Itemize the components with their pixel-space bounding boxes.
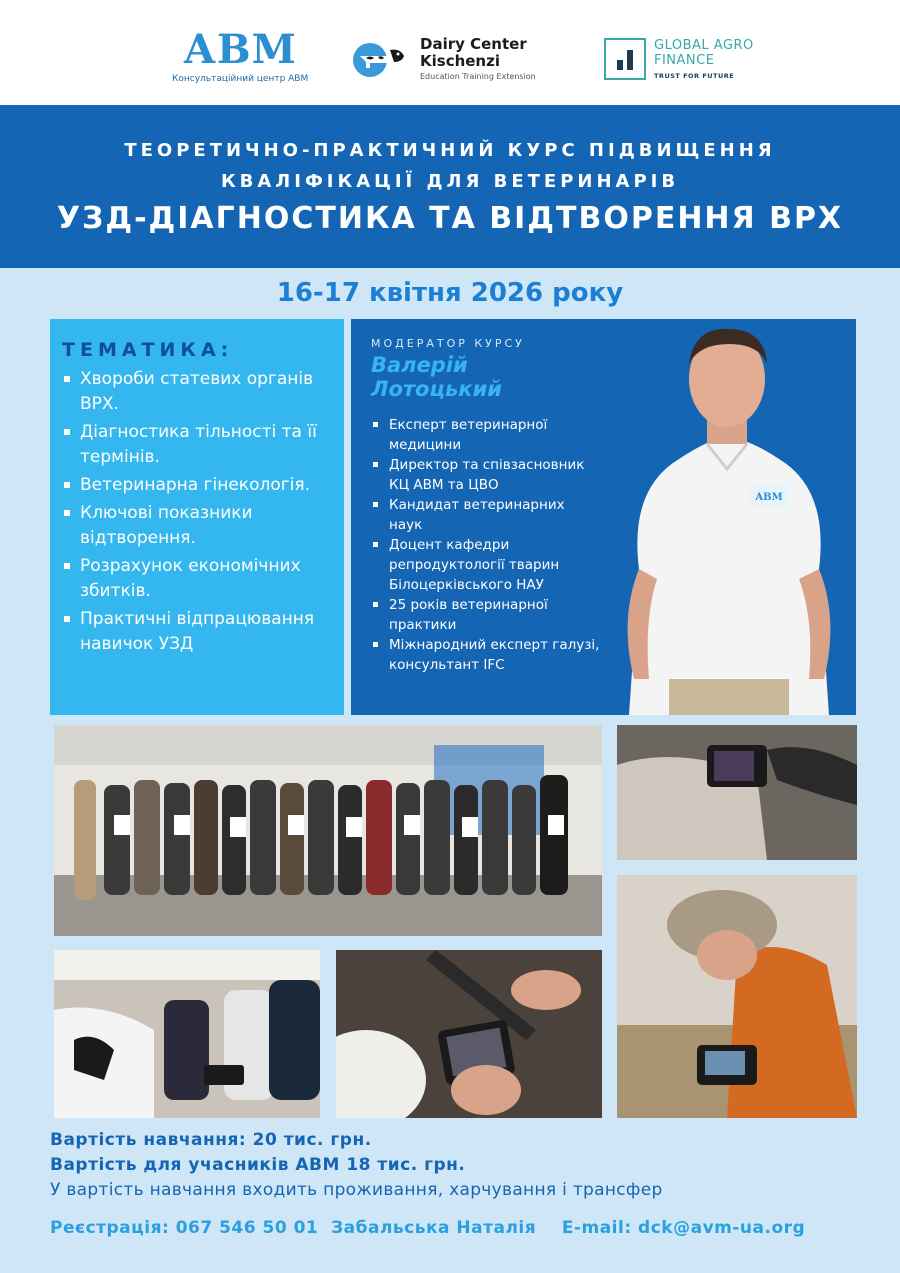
avm-logo — [172, 28, 308, 84]
topic-item: Практичні відпрацювання навичок УЗД — [62, 607, 332, 657]
hero-line2: КВАЛІФІКАЦІЇ ДЛЯ ВЕТЕРИНАРІВ — [220, 171, 680, 192]
credential-item: Експерт ветеринарної медицини — [371, 415, 601, 455]
course-price: Вартість навчання: 20 тис. грн. — [50, 1130, 372, 1150]
avm-logo-wordmark: АВМ — [183, 26, 297, 73]
dairy-center-logo — [352, 36, 536, 81]
bar-chart-icon — [604, 38, 646, 80]
svg-text:ABM: ABM — [755, 492, 783, 503]
dairy-center-subtitle: Education Training Extension — [420, 72, 536, 81]
topic-item: Хвороби статевих органів ВРХ. — [62, 367, 332, 417]
gaf-tagline: TRUST FOR FUTURE — [654, 72, 735, 80]
moderator-label: МОДЕРАТОР КУРСУ — [371, 337, 525, 350]
credential-item: Кандидат ветеринарних наук — [371, 495, 601, 535]
cow-icon — [352, 38, 412, 80]
tablet-ultrasound-photo — [336, 950, 602, 1118]
moderator-photo — [599, 319, 856, 715]
course-title: УЗД-ДІАГНОСТИКА ТА ВІДТВОРЕННЯ ВРХ — [56, 201, 844, 236]
gaf-name-line2: FINANCE — [654, 53, 715, 68]
hero-banner — [0, 105, 900, 268]
dairy-center-name-line2: Kischenzi — [420, 52, 500, 70]
vet-ultrasound-photo — [617, 875, 857, 1118]
dairy-center-name-line1: Dairy Center — [420, 35, 527, 53]
barn-ultrasound-photo — [54, 950, 320, 1118]
gaf-name-line1: GLOBAL AGRO — [654, 38, 754, 53]
topics-panel — [50, 319, 344, 715]
registration-contact: Реєстрація: 067 546 50 01 Забальська Наталія E-mail: dck@avm-ua.org — [50, 1218, 806, 1238]
group-photo — [54, 725, 602, 936]
topic-item: Ветеринарна гінекологія. — [62, 473, 332, 498]
course-date: 16-17 квітня 2026 року — [276, 278, 624, 308]
credential-item: Доцент кафедри репродуктології тварин Білоцерківського НАУ — [371, 535, 601, 595]
credential-item: Міжнародний експерт галузі, консультант IFC — [371, 635, 601, 675]
avm-logo-subtitle: Консультаційний центр АВМ — [172, 74, 309, 84]
member-price: Вартість для учасників АВМ 18 тис. грн. — [50, 1155, 466, 1175]
ultrasound-screen-photo — [617, 725, 857, 860]
credential-item: Директор та співзасновник КЦ АВМ та ЦВО — [371, 455, 601, 495]
hero-line1: ТЕОРЕТИЧНО-ПРАКТИЧНИЙ КУРС ПІДВИЩЕННЯ — [124, 140, 776, 161]
topic-item: Діагностика тільності та її термінів. — [62, 420, 332, 470]
moderator-name — [371, 353, 502, 401]
price-includes-note: У вартість навчання входить проживання, харчування і трансфер — [50, 1180, 663, 1200]
global-agro-finance-logo — [604, 38, 754, 80]
topics-heading: ТЕМАТИКА: — [62, 339, 234, 361]
topic-item: Ключові показники відтворення. — [62, 501, 332, 551]
moderator-first-name: Валерій — [371, 353, 468, 377]
moderator-panel — [351, 319, 856, 715]
topics-list — [62, 367, 332, 657]
credential-item: 25 років ветеринарної практики — [371, 595, 601, 635]
topic-item: Розрахунок економічних збитків. — [62, 554, 332, 604]
moderator-last-name: Лотоцький — [371, 377, 502, 401]
moderator-credentials — [371, 415, 601, 675]
